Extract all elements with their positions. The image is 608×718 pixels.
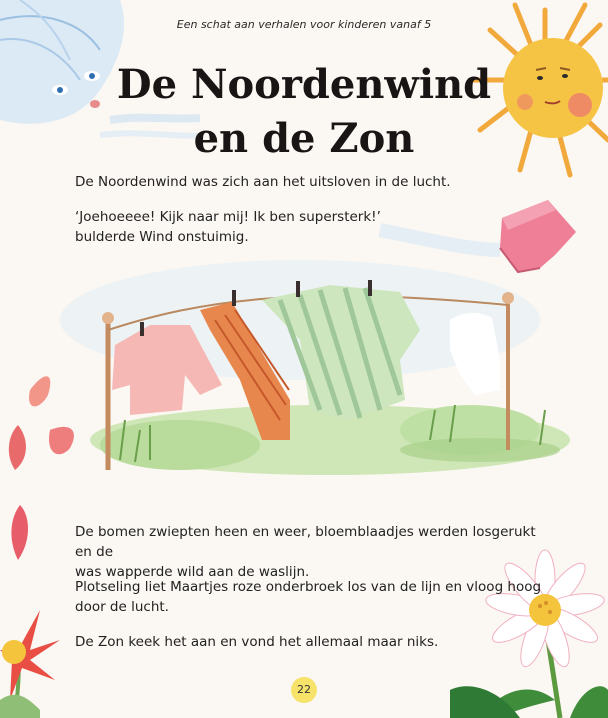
paragraph-2-line-2: bulderde Wind onstuimig. (75, 229, 249, 245)
paragraph-4-line-1: Plotseling liet Maartjes roze onderbroek los van de lijn en vloog hoog (75, 579, 542, 595)
title-line-1: De Noordenwind (116, 61, 492, 108)
book-subtitle: Een schat aan verhalen voor kinderen vanaf 5 (176, 18, 432, 31)
paragraph-4 (75, 577, 545, 617)
page-number-badge: 22 (291, 677, 317, 703)
title-line-2: en de Zon (193, 115, 415, 162)
paragraph-5-text: De Zon keek het aan en vond het allemaal maar niks. (75, 634, 439, 650)
paragraph-1-text: De Noordenwind was zich aan het uitsloven in de lucht. (75, 174, 451, 190)
paragraph-5 (75, 632, 545, 652)
paragraph-3-line-1: De bomen zwiepten heen en weer, bloemblaadjes werden losgerukt en de (75, 524, 536, 560)
page-title (104, 58, 504, 166)
paragraph-3 (75, 522, 545, 582)
paragraph-3-line-2: was wapperde wild aan de waslijn. (75, 564, 310, 580)
paragraph-2 (75, 207, 545, 247)
paragraph-4-line-2: door de lucht. (75, 599, 169, 615)
paragraph-1 (75, 172, 545, 192)
paragraph-2-line-1: ‘Joehoeeee! Kijk naar mij! Ik ben supersterk!’ (75, 209, 381, 225)
